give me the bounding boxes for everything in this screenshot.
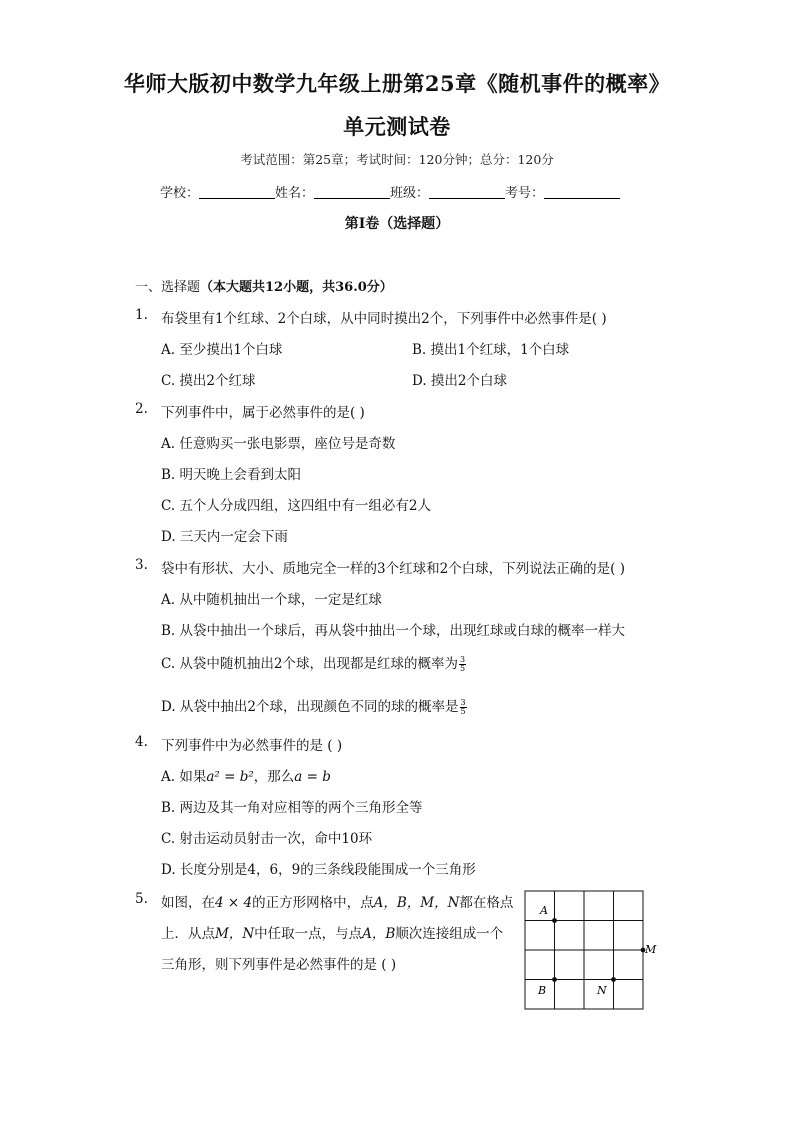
q4-option-a[interactable] — [161, 765, 331, 785]
point-n-dot — [611, 977, 616, 982]
q5-line2 — [161, 922, 503, 942]
q2-option-c[interactable]: C. 五个人分成四组，这四组中有一组必有2人 — [161, 498, 432, 514]
q3-text: 袋中有形状、大小、质地完全一样的3个红球和2个白球，下列说法正确的是( ) — [161, 561, 626, 577]
point-a-dot — [552, 918, 557, 923]
q3-number: 3. — [135, 557, 148, 573]
q5-grid-size: 4 × 4 — [215, 895, 253, 911]
school-blank[interactable] — [199, 184, 275, 199]
volume-title: 第I卷（选择题） — [344, 216, 450, 232]
q1-option-d[interactable]: D. 摸出2个白球 — [412, 373, 508, 389]
q1-option-a[interactable]: A. 至少摸出1个白球 — [161, 342, 283, 358]
q5-line2-end: 顺次连接组成一个 — [395, 926, 504, 942]
q5-line2-pre: 上．从点 — [161, 926, 215, 942]
q3-option-b[interactable]: B. 从袋中抽出一个球后，再从袋中抽出一个球，出现红球或白球的概率一样大 — [161, 623, 626, 639]
q5-line2-mid: 中任取一点，与点 — [254, 926, 363, 942]
point-m-label: M — [645, 943, 657, 956]
q5-line1 — [161, 891, 513, 911]
q1-number: 1. — [135, 307, 148, 323]
q5-points-mn: M，N — [215, 926, 255, 942]
exam-info: 考试范围：第25章；考试时间：120分钟；总分：120分 — [240, 152, 554, 167]
point-b-label: B — [538, 984, 547, 997]
q4-option-a-math1: a² = b² — [206, 769, 254, 785]
q5-line3: 三角形，则下列事件是必然事件的是 ( ) — [161, 957, 397, 973]
class-blank[interactable] — [429, 184, 505, 199]
section-prefix: 一、选择题 — [135, 280, 201, 295]
point-n-label: N — [597, 984, 607, 997]
point-a-label: A — [540, 904, 548, 917]
q2-number: 2. — [135, 401, 148, 417]
q1-option-b[interactable]: B. 摸出1个红球，1个白球 — [412, 342, 570, 358]
exam-title-line2: 单元测试卷 — [343, 114, 451, 139]
q2-option-b[interactable]: B. 明天晚上会看到太阳 — [161, 467, 302, 483]
q1-option-c[interactable]: C. 摸出2个红球 — [161, 373, 256, 389]
q4-option-a-math2: a = b — [294, 769, 331, 785]
q5-line1-end: 都在格点 — [459, 895, 514, 911]
q5-points-ab: A，B — [362, 926, 396, 942]
fraction-numerator: 3 — [460, 655, 466, 664]
q4-option-a-mid: ，那么 — [253, 769, 295, 785]
fraction-denominator: 5 — [460, 664, 466, 673]
q3-option-c-text: C. 从袋中随机抽出2个球，出现都是红球的概率为 — [161, 656, 459, 672]
q3-option-d-text: D. 从袋中抽出2个球，出现颜色不同的球的概率是 — [161, 699, 459, 715]
q4-option-b[interactable]: B. 两边及其一角对应相等的两个三角形全等 — [161, 800, 423, 816]
q2-option-a[interactable]: A. 任意购买一张电影票，座位号是奇数 — [161, 436, 396, 452]
q3-option-c-fraction — [459, 656, 466, 673]
q4-option-a-text: A. 如果 — [161, 769, 207, 785]
q1-text: 布袋里有1个红球、2个白球，从中同时摸出2个，下列事件中必然事件是( ) — [161, 311, 607, 327]
q4-option-c[interactable]: C. 射击运动员射击一次，命中10环 — [161, 831, 373, 847]
point-b-dot — [552, 977, 557, 982]
section-heading — [135, 276, 393, 295]
q4-number: 4. — [135, 734, 148, 750]
q3-option-d[interactable] — [161, 695, 467, 716]
q4-text: 下列事件中为必然事件的是 ( ) — [161, 738, 343, 754]
name-label: 姓名： — [275, 186, 315, 201]
q2-text: 下列事件中，属于必然事件的是( ) — [161, 405, 365, 421]
number-blank[interactable] — [544, 184, 620, 199]
fraction-numerator: 3 — [460, 698, 466, 707]
school-label: 学校： — [160, 186, 200, 201]
name-blank[interactable] — [314, 184, 390, 199]
q5-grid-figure — [520, 886, 660, 1014]
q5-line1-post: 的正方形网格中，点 — [252, 895, 374, 911]
q5-number: 5. — [135, 891, 148, 907]
q2-option-d[interactable]: D. 三天内一定会下雨 — [161, 529, 288, 545]
q3-option-c[interactable] — [161, 652, 466, 673]
fraction-denominator: 5 — [460, 707, 466, 716]
q3-option-d-fraction — [460, 699, 467, 716]
class-label: 班级： — [390, 186, 430, 201]
q4-option-d[interactable]: D. 长度分别是4，6，9的三条线段能围成一个三角形 — [161, 862, 476, 878]
q3-option-a[interactable]: A. 从中随机抽出一个球，一定是红球 — [161, 592, 382, 608]
q5-points-list: A，B，M，N — [373, 895, 460, 911]
exam-title-line1: 华师大版初中数学九年级上册第25章《随机事件的概率》 — [123, 71, 671, 96]
number-label: 考号： — [505, 186, 545, 201]
student-fields — [160, 182, 620, 201]
q5-line1-pre: 如图，在 — [161, 895, 215, 911]
section-detail: （本大题共12小题，共36.0分） — [200, 280, 393, 295]
